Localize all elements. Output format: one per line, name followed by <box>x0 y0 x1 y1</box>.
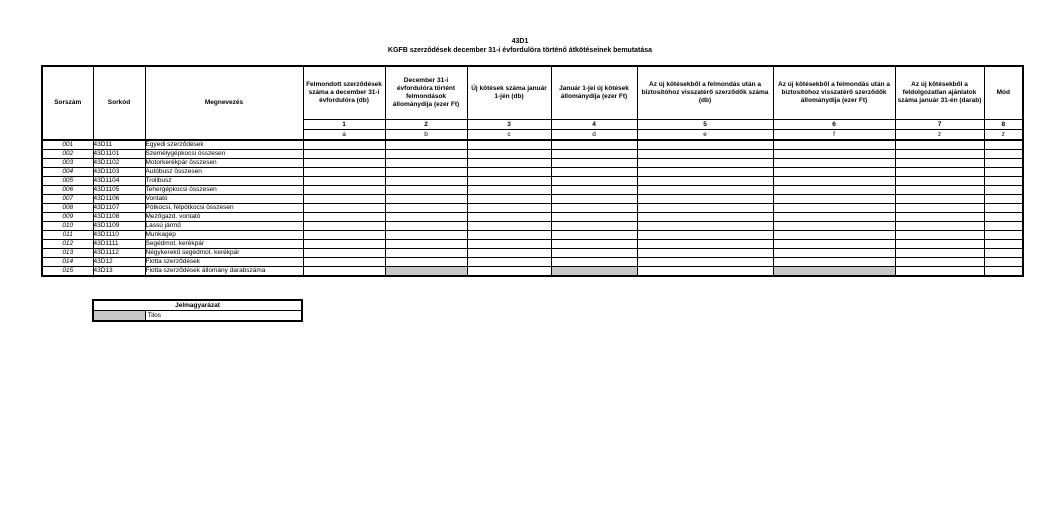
data-cell[interactable] <box>773 195 895 204</box>
data-cell[interactable] <box>303 249 385 258</box>
data-cell[interactable] <box>895 213 984 222</box>
row-seq: 005 <box>42 177 93 186</box>
data-cell[interactable] <box>984 159 1023 168</box>
row-code: 43D1103 <box>93 168 145 177</box>
data-cell[interactable] <box>895 177 984 186</box>
data-cell[interactable] <box>385 213 467 222</box>
data-cell[interactable] <box>303 267 385 277</box>
column-letter: a <box>303 130 385 141</box>
data-cell[interactable] <box>551 231 637 240</box>
data-cell[interactable] <box>467 186 551 195</box>
data-table <box>41 65 1024 277</box>
data-cell[interactable] <box>385 240 467 249</box>
data-cell[interactable] <box>895 159 984 168</box>
data-cell[interactable] <box>773 249 895 258</box>
data-cell[interactable] <box>551 204 637 213</box>
data-cell[interactable] <box>551 150 637 159</box>
column-number: 2 <box>385 120 467 130</box>
data-cell[interactable] <box>637 186 773 195</box>
forbidden-cell <box>773 267 895 277</box>
data-cell[interactable] <box>303 231 385 240</box>
row-code: 43D11 <box>93 140 145 150</box>
row-seq: 012 <box>42 240 93 249</box>
column-letter: z <box>895 130 984 141</box>
data-cell[interactable] <box>551 177 637 186</box>
table-row <box>42 204 1023 213</box>
table-row <box>42 240 1023 249</box>
row-code: 43D1106 <box>93 195 145 204</box>
data-cell[interactable] <box>637 249 773 258</box>
table-row <box>42 213 1023 222</box>
row-code: 43D1111 <box>93 240 145 249</box>
data-cell[interactable] <box>385 150 467 159</box>
data-cell[interactable] <box>467 195 551 204</box>
data-cell[interactable] <box>984 195 1023 204</box>
data-cell[interactable] <box>895 204 984 213</box>
data-cell[interactable] <box>385 231 467 240</box>
data-cell[interactable] <box>303 168 385 177</box>
data-cell[interactable] <box>303 159 385 168</box>
column-header-7: Az új kötésekből a feldolgozatlan ajánlatok száma január 31-én (darab) <box>895 66 984 120</box>
row-code: 43D1104 <box>93 177 145 186</box>
table-row <box>42 267 1023 277</box>
column-number: 8 <box>984 120 1023 130</box>
column-letter: b <box>385 130 467 141</box>
row-seq: 006 <box>42 186 93 195</box>
column-letter: f <box>773 130 895 141</box>
column-header-4: Január 1-jei új kötések állománydíja (ezer Ft) <box>551 66 637 120</box>
row-code: 43D1105 <box>93 186 145 195</box>
table-row <box>42 150 1023 159</box>
data-cell[interactable] <box>467 177 551 186</box>
data-cell[interactable] <box>895 140 984 150</box>
row-name: Trolibusz <box>145 177 303 186</box>
column-letter: z <box>984 130 1023 141</box>
data-cell[interactable] <box>773 222 895 231</box>
data-cell[interactable] <box>303 258 385 267</box>
table-row <box>42 186 1023 195</box>
data-cell[interactable] <box>551 186 637 195</box>
data-cell[interactable] <box>895 168 984 177</box>
row-seq: 009 <box>42 213 93 222</box>
row-seq: 002 <box>42 150 93 159</box>
column-letter: c <box>467 130 551 141</box>
data-cell[interactable] <box>895 267 984 277</box>
forbidden-cell <box>551 267 637 277</box>
data-cell[interactable] <box>303 213 385 222</box>
row-seq: 011 <box>42 231 93 240</box>
form-title: KGFB szerződések december 31-i évfordulóra történő átkötéseinek bemutatása <box>387 47 653 54</box>
row-seq: 003 <box>42 159 93 168</box>
data-cell[interactable] <box>773 159 895 168</box>
data-cell[interactable] <box>984 168 1023 177</box>
row-code: 43D1101 <box>93 150 145 159</box>
data-cell[interactable] <box>984 267 1023 277</box>
row-name: Pótkocsi, félpótkocsi összesen <box>145 204 303 213</box>
row-code: 43D12 <box>93 258 145 267</box>
data-cell[interactable] <box>551 249 637 258</box>
row-name: Egyedi szerződések <box>145 140 303 150</box>
data-cell[interactable] <box>385 168 467 177</box>
data-cell[interactable] <box>895 240 984 249</box>
row-name: Munkagép <box>145 231 303 240</box>
table-row <box>42 231 1023 240</box>
data-cell[interactable] <box>895 258 984 267</box>
data-cell[interactable] <box>385 159 467 168</box>
data-cell[interactable] <box>984 213 1023 222</box>
table-row <box>42 249 1023 258</box>
data-cell[interactable] <box>984 240 1023 249</box>
row-code: 43D1108 <box>93 213 145 222</box>
row-seq: 010 <box>42 222 93 231</box>
data-cell[interactable] <box>895 222 984 231</box>
data-cell[interactable] <box>385 140 467 150</box>
data-cell[interactable] <box>385 195 467 204</box>
column-header-name: Megnevezés <box>145 66 303 140</box>
row-code: 43D1109 <box>93 222 145 231</box>
row-code: 43D1110 <box>93 231 145 240</box>
data-cell[interactable] <box>984 140 1023 150</box>
column-header-3: Új kötések száma január 1-jén (db) <box>467 66 551 120</box>
column-header-code: Sorkód <box>93 66 145 140</box>
column-header-5: Az új kötésekből a felmondás után a biztosítóhoz visszatérő szerződők száma (db) <box>637 66 773 120</box>
data-cell[interactable] <box>385 204 467 213</box>
data-cell[interactable] <box>637 213 773 222</box>
column-number: 6 <box>773 120 895 130</box>
row-code: 43D1102 <box>93 159 145 168</box>
data-cell[interactable] <box>773 140 895 150</box>
table-row <box>42 195 1023 204</box>
row-code: 43D13 <box>93 267 145 277</box>
data-cell[interactable] <box>773 231 895 240</box>
row-seq: 013 <box>42 249 93 258</box>
row-name: Lassú jármű <box>145 222 303 231</box>
data-cell[interactable] <box>895 231 984 240</box>
row-name: Segédmot. kerékpár <box>145 240 303 249</box>
data-cell[interactable] <box>385 249 467 258</box>
data-cell[interactable] <box>303 186 385 195</box>
data-cell[interactable] <box>467 258 551 267</box>
row-name: Motorkerékpár összesen <box>145 159 303 168</box>
data-cell[interactable] <box>773 213 895 222</box>
data-cell[interactable] <box>303 195 385 204</box>
data-cell[interactable] <box>895 186 984 195</box>
data-cell[interactable] <box>637 231 773 240</box>
data-cell[interactable] <box>303 140 385 150</box>
data-cell[interactable] <box>773 186 895 195</box>
data-cell[interactable] <box>385 177 467 186</box>
column-number: 7 <box>895 120 984 130</box>
data-cell[interactable] <box>773 240 895 249</box>
table-row <box>42 177 1023 186</box>
data-cell[interactable] <box>551 222 637 231</box>
data-cell[interactable] <box>984 204 1023 213</box>
data-cell[interactable] <box>303 240 385 249</box>
row-name: Vontató <box>145 195 303 204</box>
data-cell[interactable] <box>303 150 385 159</box>
data-cell[interactable] <box>551 258 637 267</box>
data-cell[interactable] <box>637 222 773 231</box>
table-row <box>42 168 1023 177</box>
data-cell[interactable] <box>773 204 895 213</box>
column-number: 5 <box>637 120 773 130</box>
data-cell[interactable] <box>984 249 1023 258</box>
row-name: Mezőgazd. vontató <box>145 213 303 222</box>
data-cell[interactable] <box>773 177 895 186</box>
data-cell[interactable] <box>303 177 385 186</box>
data-cell[interactable] <box>895 195 984 204</box>
row-seq: 014 <box>42 258 93 267</box>
data-cell[interactable] <box>637 204 773 213</box>
data-cell[interactable] <box>551 213 637 222</box>
column-letter: e <box>637 130 773 141</box>
column-header-8: Mód <box>984 66 1023 120</box>
data-cell[interactable] <box>467 150 551 159</box>
row-name: Autóbusz összesen <box>145 168 303 177</box>
data-cell[interactable] <box>637 150 773 159</box>
row-name: Tehergépkocsi összesen <box>145 186 303 195</box>
row-seq: 008 <box>42 204 93 213</box>
data-cell[interactable] <box>637 168 773 177</box>
column-header-seq: Sorszám <box>42 66 93 140</box>
row-name: Négykerekű segédmot. kerékpár <box>145 249 303 258</box>
row-code: 43D1107 <box>93 204 145 213</box>
data-cell[interactable] <box>984 222 1023 231</box>
table-row <box>42 159 1023 168</box>
legend-label-forbidden: Tilos <box>145 311 302 322</box>
data-cell[interactable] <box>637 195 773 204</box>
data-cell[interactable] <box>637 258 773 267</box>
data-cell[interactable] <box>467 267 551 277</box>
data-cell[interactable] <box>385 258 467 267</box>
data-cell[interactable] <box>637 140 773 150</box>
column-letter: d <box>551 130 637 141</box>
row-seq: 001 <box>42 140 93 150</box>
row-seq: 015 <box>42 267 93 277</box>
data-cell[interactable] <box>467 222 551 231</box>
table-body <box>42 140 1023 276</box>
data-cell[interactable] <box>551 140 637 150</box>
column-header-6: Az új kötésekből a felmondás után a biztosítóhoz visszatérő szerződők állománydíja (ezer Ft) <box>773 66 895 120</box>
data-cell[interactable] <box>467 159 551 168</box>
table-row <box>42 140 1023 150</box>
table-row <box>42 222 1023 231</box>
data-cell[interactable] <box>385 222 467 231</box>
data-cell[interactable] <box>467 213 551 222</box>
data-cell[interactable] <box>773 168 895 177</box>
data-cell[interactable] <box>303 204 385 213</box>
header-row <box>42 66 1023 120</box>
data-cell[interactable] <box>773 258 895 267</box>
data-cell[interactable] <box>467 231 551 240</box>
data-cell[interactable] <box>551 159 637 168</box>
data-cell[interactable] <box>637 267 773 277</box>
column-number: 1 <box>303 120 385 130</box>
table-row <box>42 258 1023 267</box>
data-cell[interactable] <box>467 168 551 177</box>
data-cell[interactable] <box>467 240 551 249</box>
data-cell[interactable] <box>551 240 637 249</box>
column-number: 4 <box>551 120 637 130</box>
column-header-1: Felmondott szerződések száma a december 31-i évfordulóra (db) <box>303 66 385 120</box>
row-seq: 007 <box>42 195 93 204</box>
data-cell[interactable] <box>984 231 1023 240</box>
data-cell[interactable] <box>303 222 385 231</box>
form-code: 43D1 <box>511 38 529 45</box>
data-cell[interactable] <box>637 240 773 249</box>
forbidden-cell <box>385 267 467 277</box>
data-cell[interactable] <box>467 249 551 258</box>
row-name: Flotta szerződések <box>145 258 303 267</box>
data-cell[interactable] <box>773 150 895 159</box>
legend-title: Jelmagyarázat <box>93 300 302 311</box>
row-name: Személygépkocsi összesen <box>145 150 303 159</box>
row-seq: 004 <box>42 168 93 177</box>
data-cell[interactable] <box>984 258 1023 267</box>
data-cell[interactable] <box>637 177 773 186</box>
form-heading <box>0 37 1040 55</box>
data-cell[interactable] <box>637 159 773 168</box>
data-cell[interactable] <box>984 186 1023 195</box>
data-cell[interactable] <box>467 204 551 213</box>
data-cell[interactable] <box>895 150 984 159</box>
data-cell[interactable] <box>984 150 1023 159</box>
column-number: 3 <box>467 120 551 130</box>
legend-swatch-forbidden <box>93 311 145 322</box>
data-cell[interactable] <box>551 168 637 177</box>
column-header-2: December 31-i évfordulóra történt felmondások állománydíja (ezer Ft) <box>385 66 467 120</box>
legend <box>92 299 303 322</box>
data-cell[interactable] <box>984 177 1023 186</box>
row-name: Flotta szerződések állomány darabszáma <box>145 267 303 277</box>
data-cell[interactable] <box>895 249 984 258</box>
data-cell[interactable] <box>467 140 551 150</box>
row-code: 43D1112 <box>93 249 145 258</box>
data-cell[interactable] <box>385 186 467 195</box>
data-cell[interactable] <box>551 195 637 204</box>
